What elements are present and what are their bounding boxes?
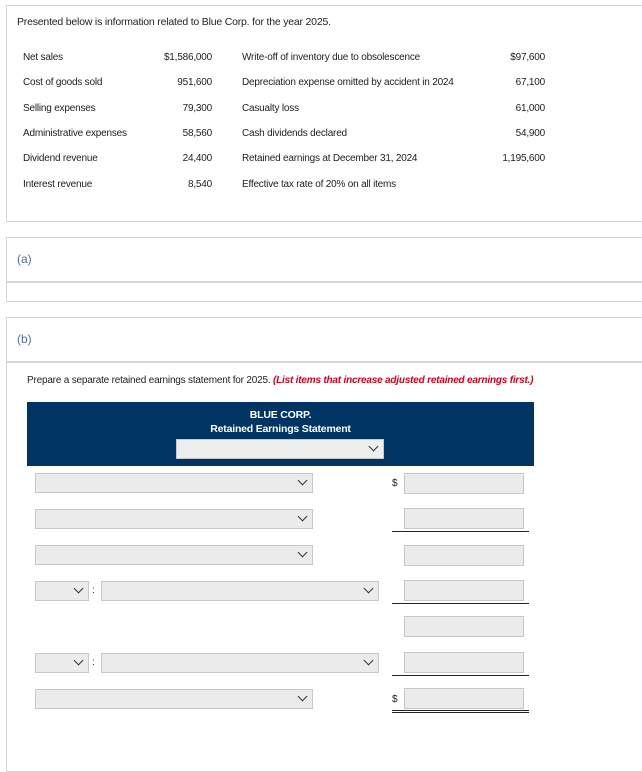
left-item-value: 8,540 — [187, 179, 212, 190]
row5-amount-input[interactable] — [404, 616, 524, 637]
statement-date-dropdown[interactable] — [176, 439, 384, 459]
left-item-label: Interest revenue — [23, 179, 93, 190]
instruction-note: (List items that increase adjusted retained earnings first.) — [273, 375, 534, 386]
right-item-value: 54,900 — [515, 128, 545, 139]
row4-underline — [392, 603, 529, 604]
row2-underline — [392, 531, 529, 532]
left-item-value: $1,586,000 — [163, 52, 212, 63]
row3-item-dropdown[interactable] — [35, 545, 313, 565]
right-item-value: 61,000 — [515, 103, 545, 114]
intro-text: Presented below is information related to Blue Corp. for the year 2025. — [17, 16, 331, 28]
row4-item-dropdown[interactable] — [101, 581, 379, 601]
right-item-label: Casualty loss — [242, 103, 299, 114]
right-item-value: 1,195,600 — [502, 153, 545, 164]
right-item-label: Cash dividends declared — [242, 128, 347, 139]
instruction-text — [27, 375, 533, 386]
company-name: BLUE CORP. — [249, 409, 312, 421]
left-item-label: Dividend revenue — [23, 153, 98, 164]
left-item-value: 24,400 — [182, 153, 212, 164]
row6-item-dropdown[interactable] — [101, 653, 379, 673]
row1-amount-input[interactable] — [404, 473, 524, 494]
row6-prefix-dropdown[interactable] — [35, 653, 89, 673]
chevron-down-icon — [364, 584, 374, 594]
left-item-value: 58,560 — [182, 128, 212, 139]
row1-item-dropdown[interactable] — [35, 473, 313, 493]
row4-colon: : — [92, 585, 95, 596]
row6-amount-input[interactable] — [404, 652, 524, 673]
row2-item-dropdown[interactable] — [35, 509, 313, 529]
part-a-label: (a) — [17, 252, 32, 266]
right-item-label: Write-off of inventory due to obsolescence — [242, 52, 421, 63]
row2-amount-input[interactable] — [404, 508, 524, 529]
right-item-label: Effective tax rate of 20% on all items — [242, 179, 396, 190]
left-item-value: 951,600 — [177, 77, 212, 88]
row3-amount-input[interactable] — [404, 545, 524, 566]
chevron-down-icon — [364, 656, 374, 666]
part-b-label: (b) — [17, 332, 32, 346]
left-item-label: Administrative expenses — [23, 128, 127, 139]
row7-double-underline-top — [392, 710, 529, 711]
instruction-main: Prepare a separate retained earnings statement for 2025. — [27, 375, 271, 386]
row7-dollar-sign: $ — [392, 694, 398, 705]
row4-amount-input[interactable] — [404, 580, 524, 601]
row6-underline — [392, 675, 529, 676]
row7-item-dropdown[interactable] — [35, 689, 313, 709]
chevron-down-icon — [298, 692, 308, 702]
chevron-down-icon — [298, 476, 308, 486]
left-item-label: Net sales — [23, 52, 63, 63]
chevron-down-icon — [369, 442, 379, 452]
part-b-panel — [6, 317, 642, 362]
left-item-label: Cost of goods sold — [23, 77, 103, 88]
right-item-label: Depreciation expense omitted by accident in 2024 — [242, 77, 454, 88]
right-item-value: $97,600 — [510, 52, 545, 63]
left-item-label: Selling expenses — [23, 103, 96, 114]
row7-double-underline-bottom — [392, 712, 529, 713]
row7-amount-input[interactable] — [404, 688, 524, 709]
right-item-value: 67,100 — [515, 77, 545, 88]
right-item-label: Retained earnings at December 31, 2024 — [242, 153, 418, 164]
row1-dollar-sign: $ — [392, 478, 398, 489]
left-item-value: 79,300 — [182, 103, 212, 114]
chevron-down-icon — [298, 548, 308, 558]
chevron-down-icon — [74, 584, 84, 594]
part-a-answer-area — [6, 282, 642, 302]
row6-colon: : — [92, 657, 95, 668]
chevron-down-icon — [298, 512, 308, 522]
chevron-down-icon — [74, 656, 84, 666]
row4-prefix-dropdown[interactable] — [35, 581, 89, 601]
part-a-panel — [6, 237, 642, 282]
statement-header — [27, 402, 534, 466]
statement-title: Retained Earnings Statement — [210, 423, 351, 435]
